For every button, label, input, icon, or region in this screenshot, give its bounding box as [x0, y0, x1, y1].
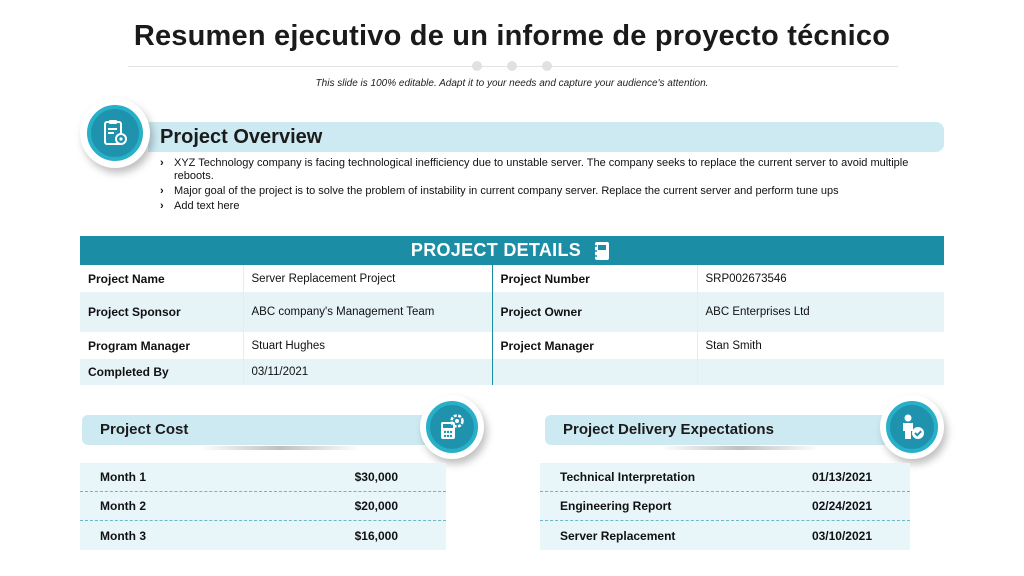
- details-value: Stan Smith: [705, 339, 762, 352]
- cost-label: Month 3: [100, 528, 146, 543]
- details-value: Server Replacement Project: [243, 265, 492, 292]
- cost-value: $20,000: [354, 499, 398, 513]
- table-row: [80, 359, 944, 385]
- overview-bullet: › Add text here: [160, 200, 920, 213]
- table-row: [80, 332, 944, 359]
- details-key: Project Sponsor: [80, 292, 243, 332]
- delivery-bar-shadow: [660, 446, 820, 450]
- details-key: Project Owner: [492, 292, 697, 332]
- details-key: Project Number: [492, 265, 697, 292]
- report-settings-icon: [100, 118, 130, 148]
- details-value: ABC Enterprises Ltd: [697, 292, 944, 332]
- cost-value: $16,000: [354, 528, 398, 543]
- details-key: Project Name: [80, 265, 243, 292]
- details-value: SRP002673546: [705, 272, 787, 285]
- table-row: [80, 265, 944, 292]
- calculator-gear-icon: [437, 412, 467, 442]
- delivery-label: Technical Interpretation: [560, 470, 696, 484]
- person-check-icon: [897, 412, 927, 442]
- dot: [507, 61, 517, 71]
- list-item: [80, 521, 446, 550]
- delivery-title: Project Delivery Expectations: [563, 421, 774, 438]
- cost-label: Month 1: [100, 470, 146, 484]
- delivery-label: Engineering Report: [560, 499, 672, 513]
- details-key: [492, 359, 697, 385]
- details-value: [697, 359, 944, 385]
- overview-bullets: [160, 157, 920, 215]
- list-item: [540, 521, 910, 550]
- details-key: Project Manager: [492, 332, 697, 359]
- project-details-title: PROJECT DETAILS: [410, 240, 582, 260]
- overview-icon-badge: [80, 98, 150, 168]
- delivery-date: 02/24/2021: [811, 499, 872, 513]
- slide-title: Resumen ejecutivo de un informe de proyecto técnico: [133, 20, 891, 52]
- delivery-date: 01/13/2021: [811, 470, 872, 484]
- cost-header-bar: [82, 415, 442, 445]
- dot: [472, 61, 482, 71]
- project-details-table: [80, 265, 944, 385]
- details-key: Program Manager: [80, 332, 243, 359]
- slide-subtitle: This slide is 100% editable. Adapt it to your needs and capture your audience's attention.: [315, 78, 709, 89]
- cost-list: [80, 463, 446, 550]
- overview-bullet: › Major goal of the project is to solve the problem of instability in current company server. Replace the current server and perform tune ups: [160, 185, 920, 198]
- notebook-icon: [591, 240, 613, 262]
- cost-value: $30,000: [354, 470, 398, 484]
- cost-icon-badge: [420, 395, 484, 459]
- details-key: Completed By: [80, 359, 243, 385]
- delivery-header-bar: [545, 415, 905, 445]
- list-item: [540, 492, 910, 521]
- delivery-date: 03/10/2021: [811, 528, 872, 543]
- details-value: 03/11/2021: [243, 359, 492, 385]
- list-item: [80, 492, 446, 521]
- details-value: ABC company's Management Team: [243, 292, 492, 332]
- title-dots: [472, 61, 552, 71]
- overview-title: Project Overview: [160, 126, 323, 148]
- cost-bar-shadow: [200, 446, 360, 450]
- cost-title: Project Cost: [100, 421, 189, 438]
- list-item: [540, 463, 910, 492]
- overview-bullet: › XYZ Technology company is facing technological inefficiency due to unstable server. The company seeks to replace the current server to avoid multiple reboots.: [160, 157, 920, 183]
- cost-label: Month 2: [100, 499, 146, 513]
- project-details-header: [80, 236, 944, 265]
- delivery-label: Server Replacement: [560, 528, 676, 543]
- details-value: Stuart Hughes: [243, 332, 492, 359]
- table-row: [80, 292, 944, 332]
- delivery-list: [540, 463, 910, 550]
- list-item: [80, 463, 446, 492]
- delivery-icon-badge: [880, 395, 944, 459]
- dot: [542, 61, 552, 71]
